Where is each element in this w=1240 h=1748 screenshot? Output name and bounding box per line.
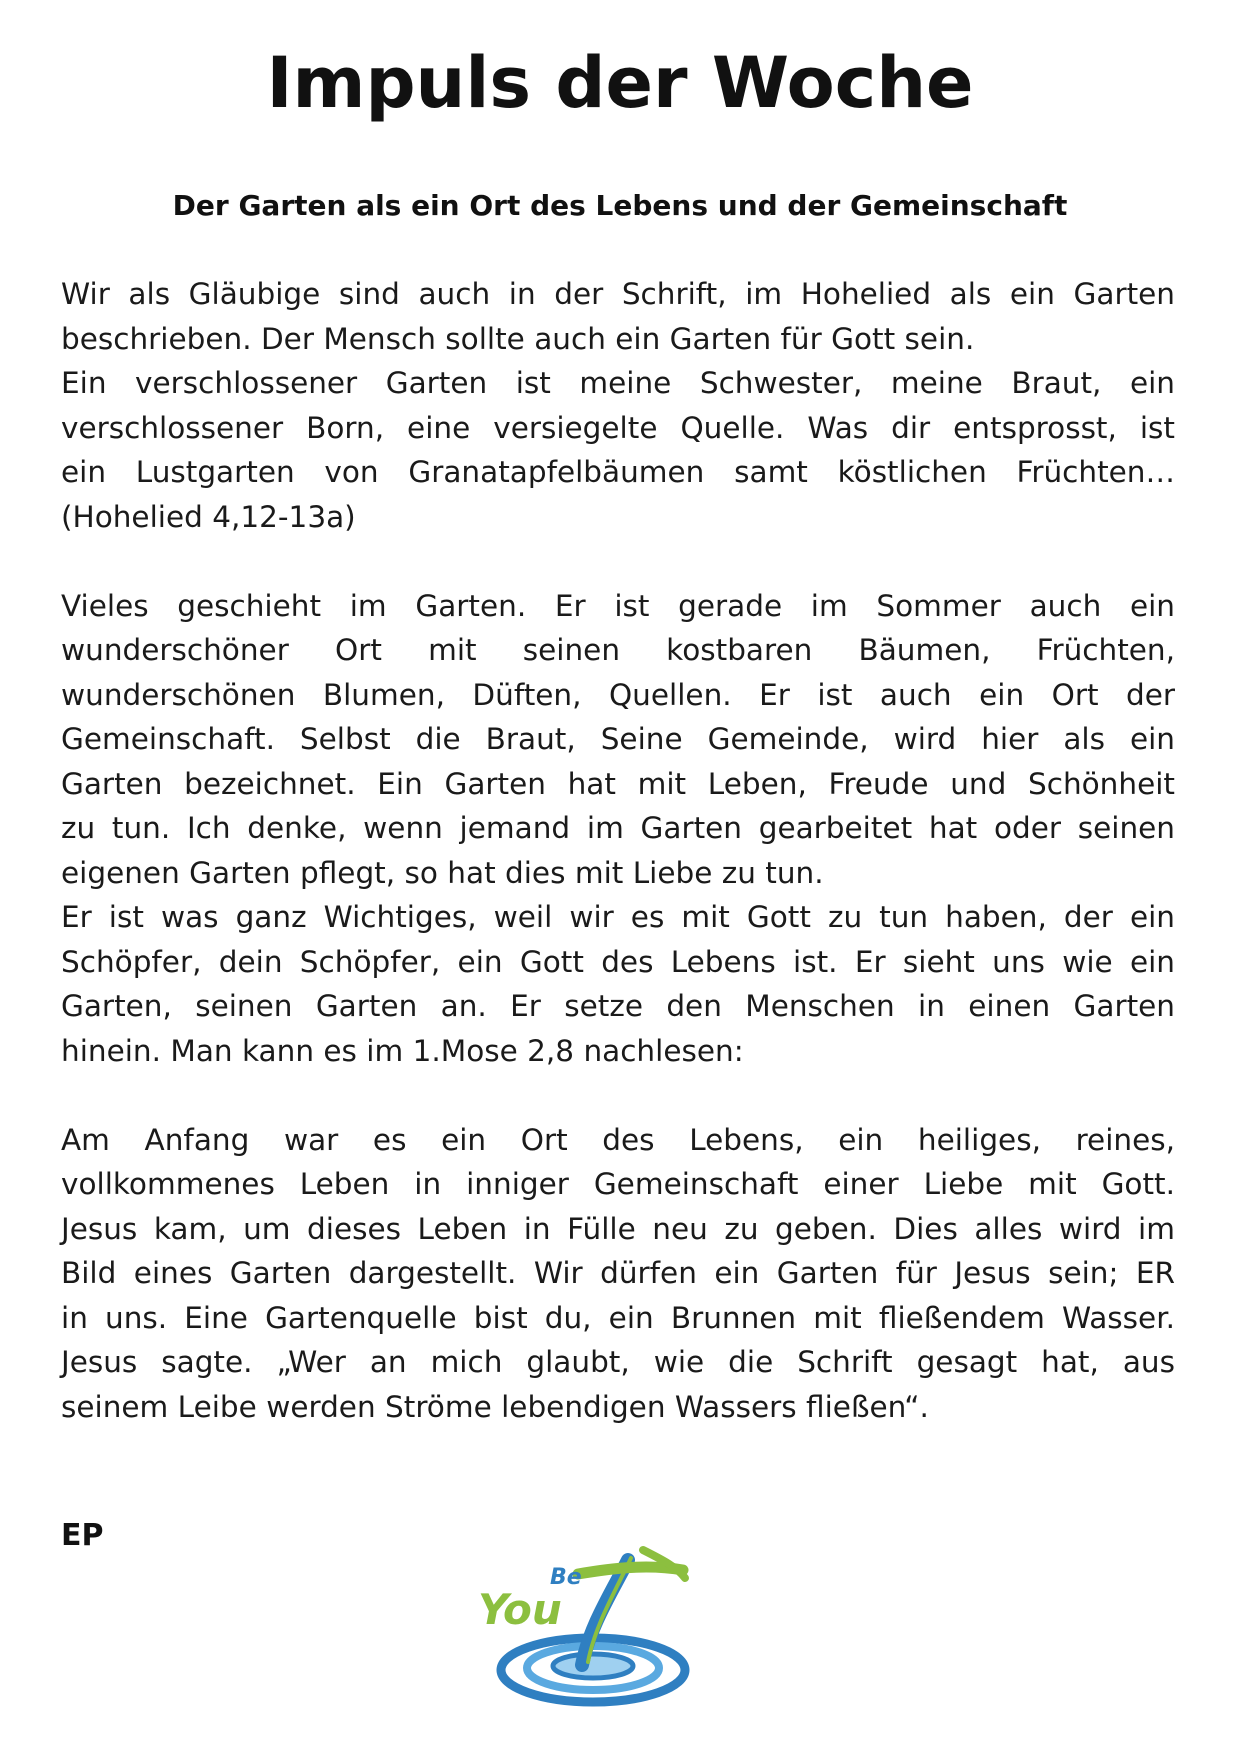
- text-line: ein Lustgarten von Granatapfelbäumen samt köstlichen Früchten…: [61, 455, 1175, 489]
- paragraph: [61, 272, 1175, 539]
- text-line: Gemeinschaft. Selbst die Braut, Seine Gemeinde, wird hier als ein: [61, 722, 1175, 756]
- text-line: zu tun. Ich denke, wenn jemand im Garten gearbeitet hat oder seinen: [61, 811, 1175, 845]
- text-line: Garten, seinen Garten an. Er setze den Menschen in einen Garten: [61, 989, 1175, 1023]
- page-title: Impuls der Woche: [266, 42, 974, 124]
- text-line: Jesus kam, um dieses Leben in Fülle neu zu geben. Dies alles wird im: [61, 1211, 1175, 1246]
- text-line: (Hohelied 4,12-13a): [61, 499, 356, 534]
- text-line: seinem Leibe werden Ströme lebendigen Wassers fließen“.: [61, 1389, 929, 1424]
- ripple-inner: [553, 1654, 633, 1678]
- paragraph: [61, 1118, 1175, 1430]
- author-initials: EP: [61, 1518, 104, 1553]
- text-line: Vieles geschieht im Garten. Er ist gerade im Sommer auch ein: [61, 588, 1175, 623]
- text-line: eigenen Garten pflegt, so hat dies mit Liebe zu tun.: [61, 855, 824, 890]
- text-line: in uns. Eine Gartenquelle bist du, ein Brunnen mit fließendem Wasser.: [61, 1300, 1175, 1335]
- text-line: Bild eines Garten dargestellt. Wir dürfen ein Garten für Jesus sein; ER: [61, 1256, 1175, 1290]
- text-line: Schöpfer, dein Schöpfer, ein Gott des Lebens ist. Er sieht uns wie ein: [61, 944, 1175, 979]
- text-line: Am Anfang war es ein Ort des Lebens, ein heiliges, reines,: [61, 1122, 1175, 1157]
- cross-horizontal: [578, 1567, 683, 1574]
- cross-water-logo-icon: [478, 1530, 698, 1710]
- be-you-logo: [478, 1530, 698, 1710]
- text-line: Garten bezeichnet. Ein Garten hat mit Leben, Freude und Schönheit: [61, 766, 1175, 801]
- text-line: verschlossener Born, eine versiegelte Quelle. Was dir entsprosst, ist: [61, 410, 1175, 445]
- text-line: Wir als Gläubige sind auch in der Schrift, im Hohelied als ein Garten: [61, 277, 1175, 311]
- text-line: Jesus sagte. „Wer an mich glaubt, wie die Schrift gesagt hat, aus: [61, 1345, 1175, 1379]
- text-line: wunderschöner Ort mit seinen kostbaren Bäumen, Früchten,: [61, 633, 1175, 667]
- body-text: [61, 272, 1175, 1429]
- text-line: wunderschönen Blumen, Düften, Quellen. Er ist auch ein Ort der: [61, 677, 1175, 712]
- logo-text-you: You: [478, 1585, 562, 1634]
- logo-text-be: Be: [550, 1565, 582, 1590]
- text-line: Ein verschlossener Garten ist meine Schwester, meine Braut, ein: [61, 366, 1175, 400]
- paragraph-gap: [61, 1073, 1175, 1118]
- page-subtitle: Der Garten als ein Ort des Lebens und der Gemeinschaft: [172, 189, 1068, 222]
- text-line: beschrieben. Der Mensch sollte auch ein Garten für Gott sein.: [61, 321, 975, 356]
- text-line: vollkommenes Leben in inniger Gemeinschaft einer Liebe mit Gott.: [61, 1167, 1175, 1201]
- paragraph: [61, 584, 1175, 1074]
- text-line: Er ist was ganz Wichtiges, weil wir es mit Gott zu tun haben, der ein: [61, 900, 1175, 934]
- text-line: hinein. Man kann es im 1.Mose 2,8 nachlesen:: [61, 1033, 744, 1068]
- paragraph-gap: [61, 539, 1175, 584]
